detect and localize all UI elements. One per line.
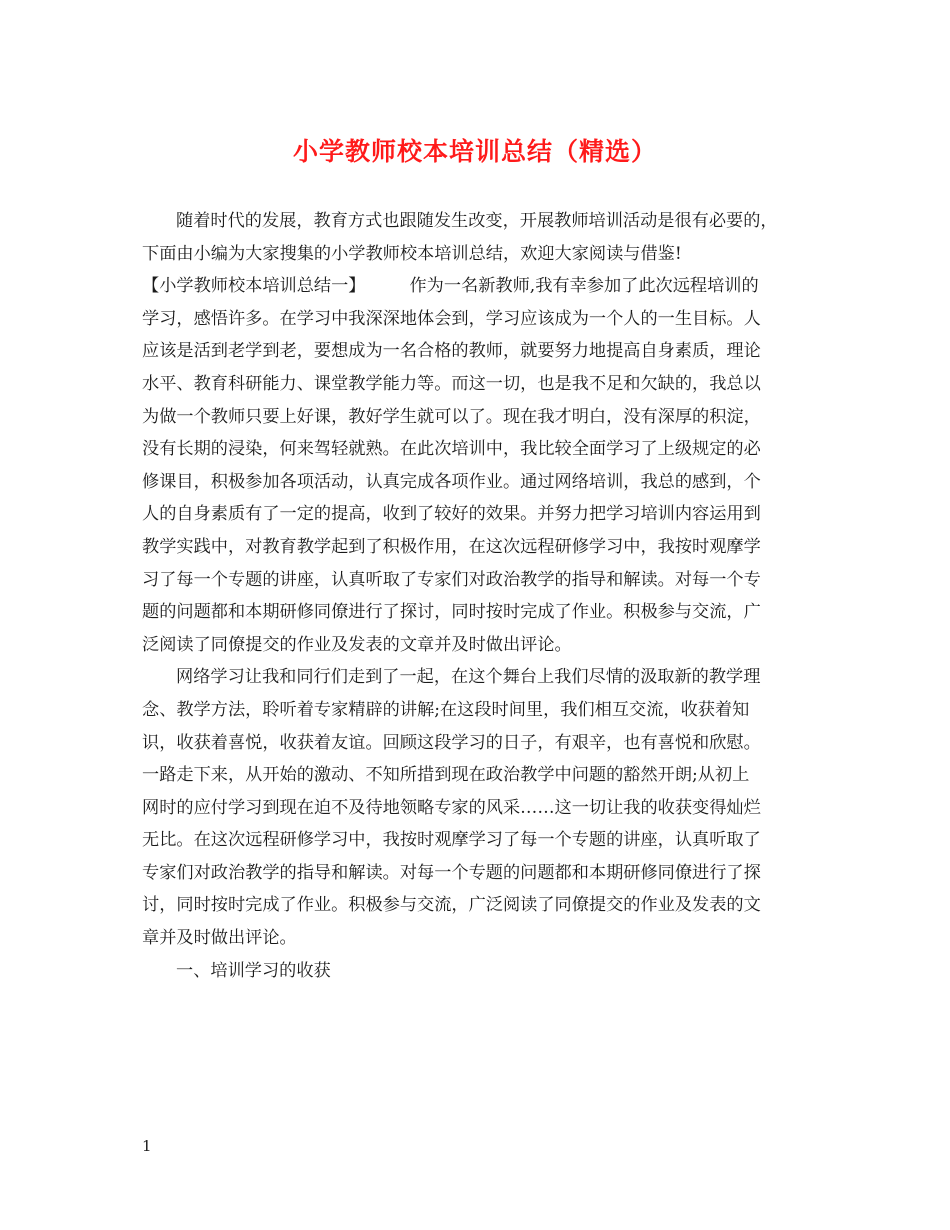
- section-heading: 【小学教师校本培训总结一】: [142, 276, 366, 297]
- paragraph-line: 网时的应付学习到现在迫不及待地领略专家的风采……这一切让我的收获变得灿烂: [142, 797, 761, 818]
- section-first-line: [142, 270, 826, 303]
- paragraph-line: 为做一个教师只要上好课，教好学生就可以了。现在我才明白，没有深厚的积淀，: [142, 406, 761, 427]
- paragraph-line: 识，收获着喜悦，收获着友谊。回顾这段学习的日子，有艰辛，也有喜悦和欣慰。: [142, 732, 761, 753]
- intro-line: 随着时代的发展，教育方式也跟随发生改变，开展教师培训活动是很有必要的，: [176, 211, 778, 231]
- intro-line: 下面由小编为大家搜集的小学教师校本培训总结，欢迎大家阅读与借鉴!: [142, 243, 682, 264]
- paragraph-line: 念、教学方法，聆听着专家精辟的讲解;在这段时间里，我们相互交流，收获着知: [142, 699, 750, 720]
- paragraph-line: 网络学习让我和同行们走到了一起，在这个舞台上我们尽情的汲取新的教学理: [176, 667, 761, 688]
- document-body: [142, 205, 826, 987]
- paragraph-line: 修课目，积极参加各项活动，认真完成各项作业。通过网络培训，我总的感到，个: [142, 471, 761, 492]
- paragraph-line: 专家们对政治教学的指导和解读。对每一个专题的问题都和本期研修同僚进行了探: [142, 862, 761, 883]
- paragraph-line: 章并及时做出评论。: [142, 928, 297, 949]
- paragraph-line: 一路走下来，从开始的激动、不知所措到现在政治教学中问题的豁然开朗;从初上: [142, 765, 750, 786]
- section-first-line-text: 作为一名新教师,我有幸参加了此次远程培训的: [409, 276, 759, 297]
- paragraph-line: 应该是活到老学到老，要想成为一名合格的教师，就要努力地提高自身素质，理论: [142, 341, 761, 362]
- paragraph-line: 水平、教育科研能力、课堂教学能力等。而这一切，也是我不足和欠缺的，我总以: [142, 373, 761, 394]
- paragraph-line: 无比。在这次远程研修学习中，我按时观摩学习了每一个专题的讲座，认真听取了: [142, 830, 761, 851]
- subheading: 一、培训学习的收获: [176, 960, 331, 981]
- paragraph-line: 学习，感悟许多。在学习中我深深地体会到，学习应该成为一个人的一生目标。人: [142, 308, 761, 329]
- paragraph-line: 没有长期的浸染，何来驾轻就熟。在此次培训中，我比较全面学习了上级规定的必: [142, 439, 761, 460]
- page-number: 1: [142, 1137, 152, 1155]
- document-title: 小学教师校本培训总结（精选）: [292, 137, 657, 166]
- paragraph-line: 泛阅读了同僚提交的作业及发表的文章并及时做出评论。: [142, 634, 572, 655]
- paragraph-line: 讨，同时按时完成了作业。积极参与交流，广泛阅读了同僚提交的作业及发表的文: [142, 895, 761, 916]
- paragraph-line: 习了每一个专题的讲座，认真听取了专家们对政治教学的指导和解读。对每一个专: [142, 569, 761, 590]
- paragraph-line: 教学实践中，对教育教学起到了积极作用，在这次远程研修学习中，我按时观摩学: [142, 536, 761, 557]
- paragraph-line: 人的自身素质有了一定的提高，收到了较好的效果。并努力把学习培训内容运用到: [142, 504, 761, 525]
- paragraph-line: 题的问题都和本期研修同僚进行了探讨，同时按时完成了作业。积极参与交流，广: [142, 602, 761, 623]
